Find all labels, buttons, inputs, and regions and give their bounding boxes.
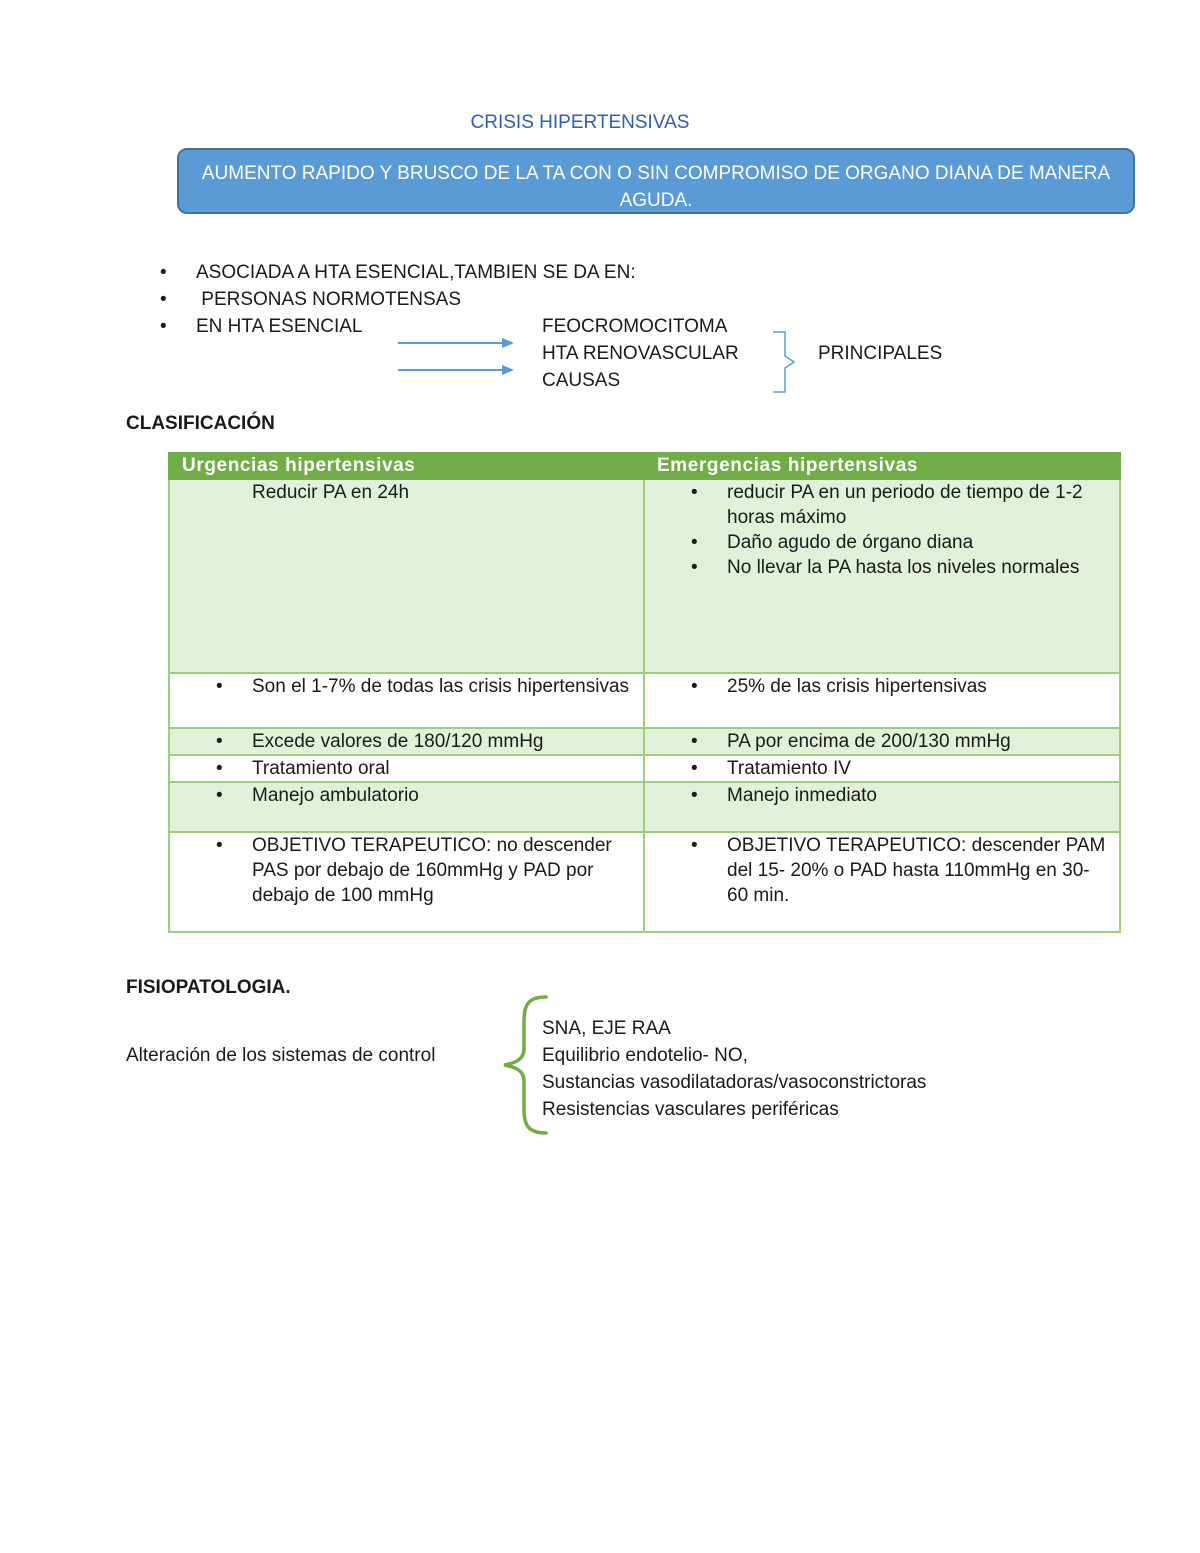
header-emergencias: Emergencias hipertensivas bbox=[644, 453, 1120, 479]
list-item: • Tratamiento oral bbox=[170, 756, 643, 781]
cause-item: CAUSAS bbox=[542, 370, 621, 391]
table-row bbox=[169, 728, 1120, 755]
bullet-icon: • bbox=[160, 289, 167, 310]
fisiopatologia-item: Equilibrio endotelio- NO, bbox=[542, 1045, 748, 1066]
fisiopatologia-item: Sustancias vasodilatadoras/vasoconstrictoras bbox=[542, 1072, 927, 1093]
table-row bbox=[169, 479, 1120, 673]
table-cell bbox=[169, 755, 644, 782]
bullet-icon: • bbox=[160, 316, 167, 337]
list-item: • No llevar la PA hasta los niveles normales bbox=[645, 555, 1119, 580]
cause-item: FEOCROMOCITOMA bbox=[542, 316, 728, 337]
table-cell bbox=[644, 832, 1120, 932]
list-item: • Son el 1-7% de todas las crisis hipertensivas bbox=[170, 674, 643, 699]
table-cell bbox=[644, 728, 1120, 755]
arrow-right-icon bbox=[398, 365, 514, 375]
header-urgencias: Urgencias hipertensivas bbox=[169, 453, 644, 479]
table-cell bbox=[169, 832, 644, 932]
table-row bbox=[169, 673, 1120, 728]
page-title: CRISIS HIPERTENSIVAS bbox=[470, 112, 690, 133]
table-cell bbox=[169, 673, 644, 728]
fisiopatologia-item: Resistencias vasculares periféricas bbox=[542, 1099, 839, 1120]
table-cell bbox=[169, 728, 644, 755]
table-row bbox=[169, 832, 1120, 932]
list-item: • Daño agudo de órgano diana bbox=[645, 530, 1119, 555]
list-item: • Tratamiento IV bbox=[645, 756, 1119, 781]
table-cell bbox=[644, 673, 1120, 728]
list-item: • PA por encima de 200/130 mmHg bbox=[645, 729, 1119, 754]
list-item: • reducir PA en un periodo de tiempo de 1-2 horas máximo bbox=[645, 480, 1119, 530]
arrow-right-icon bbox=[398, 338, 514, 348]
section-heading-clasificacion: CLASIFICACIÓN bbox=[126, 413, 275, 434]
causes-label: PRINCIPALES bbox=[818, 343, 943, 364]
arrows-diagram bbox=[396, 334, 522, 378]
fisiopatologia-label: Alteración de los sistemas de control bbox=[126, 1045, 436, 1066]
fisiopatologia-item: SNA, EJE RAA bbox=[542, 1018, 671, 1039]
bullet-item: • ASOCIADA A HTA ESENCIAL,TAMBIEN SE DA EN: bbox=[160, 262, 636, 283]
table-row bbox=[169, 782, 1120, 832]
classification-table bbox=[168, 452, 1121, 933]
table-row bbox=[169, 755, 1120, 782]
bullet-item: • PERSONAS NORMOTENSAS bbox=[160, 289, 461, 310]
bullet-icon: • bbox=[160, 262, 167, 283]
list-item: • 25% de las crisis hipertensivas bbox=[645, 674, 1119, 699]
table-cell bbox=[644, 479, 1120, 673]
table-cell bbox=[644, 755, 1120, 782]
list-item: • Manejo ambulatorio bbox=[170, 783, 643, 808]
list-item: • Manejo inmediato bbox=[645, 783, 1119, 808]
table-cell bbox=[169, 782, 644, 832]
list-item: • OBJETIVO TERAPEUTICO: descender PAM del 15- 20% o PAD hasta 110mmHg en 30- 60 min. bbox=[645, 833, 1119, 908]
definition-banner: AUMENTO RAPIDO Y BRUSCO DE LA TA CON O SIN COMPROMISO DE ORGANO DIANA DE MANERA AGUDA. bbox=[177, 148, 1135, 214]
bullet-item: • EN HTA ESENCIAL bbox=[160, 316, 363, 337]
right-brace-icon bbox=[770, 328, 800, 398]
list-item: • OBJETIVO TERAPEUTICO: no descender PAS por debajo de 160mmHg y PAD por debajo de 100 mmHg bbox=[170, 833, 643, 908]
section-heading-fisiopatologia: FISIOPATOLOGIA. bbox=[126, 977, 291, 998]
table-cell bbox=[644, 782, 1120, 832]
table-cell: Reducir PA en 24h bbox=[169, 479, 644, 673]
cause-item: HTA RENOVASCULAR bbox=[542, 343, 739, 364]
table-header-row bbox=[169, 453, 1120, 479]
list-item: • Excede valores de 180/120 mmHg bbox=[170, 729, 643, 754]
